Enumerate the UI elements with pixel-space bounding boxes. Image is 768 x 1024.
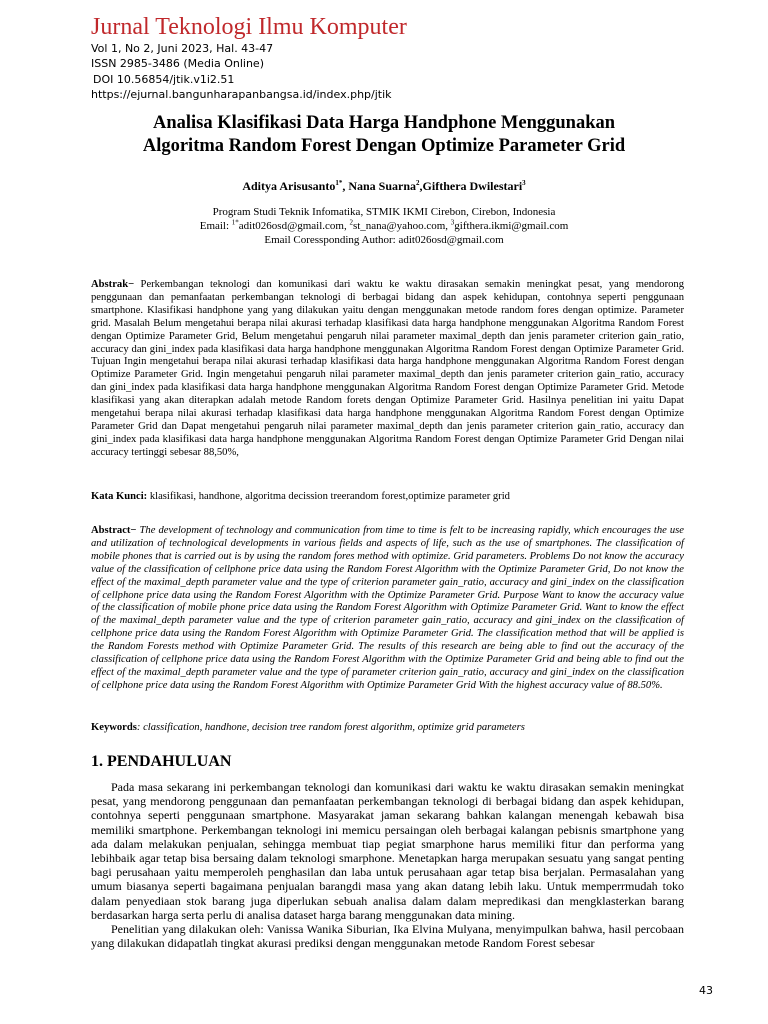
abstrak-label: Abstrak− bbox=[91, 279, 135, 290]
keywords bbox=[91, 722, 684, 735]
author-3-mark: 3 bbox=[522, 179, 526, 187]
affiliation: Program Studi Teknik Infomatika, STMIK IKMI Cirebon, Cirebon, Indonesia bbox=[212, 206, 556, 218]
title-line-1: Analisa Klasifikasi Data Harga Handphone Menggunakan bbox=[152, 113, 616, 133]
keywords-label: Keywords bbox=[91, 722, 137, 733]
kata-kunci bbox=[91, 491, 684, 504]
abstract-label: Abstract− bbox=[91, 525, 137, 536]
kata-kunci-label: Kata Kunci: bbox=[91, 491, 148, 502]
email-3[interactable]: gifthera.ikmi@gmail.com bbox=[454, 220, 569, 232]
title-line-2: Algoritma Random Forest Dengan Optimize Parameter Grid bbox=[142, 136, 626, 156]
author-emails bbox=[60, 219, 708, 233]
volume-info: Vol 1, No 2, Juni 2023, Hal. 43-47 bbox=[91, 42, 274, 55]
keywords-text: : classification, handhone, decision tree random forest algorithm, optimize grid parameters bbox=[136, 722, 525, 733]
section-heading: 1. PENDAHULUAN bbox=[91, 753, 232, 770]
abstrak-text: Perkembangan teknologi dan komunikasi dari waktu ke waktu dirasakan semakin meningkat pesat, yang mendorong penggunaan dan pemanfaatan perkembangan teknologi di berbagai bidang dan aspek kehidupan, contohnya seperti penggunaan smartphone. Klasifikasi handphone yang yang dilakukan yaitu dengan menggunakan metode random fores dengan optimize. Parameter grid. Masalah Belum mengetahui berapa nilai akurasi terhadap klasifikasi data harga handphone menggunakan Algoritma Random Forest dengan Optimize Parameter Grid, Belum mengetahui pengaruh nilai parameter maximal_depth dan jenis parameter criterion gain_ratio, accuracy dan gini_index pada klasifikasi data harga handphone menggunakan Algoritma Random Forest dengan Optimize Parameter Grid. Tujuan Ingin mengetahui berapa nilai akurasi terhadap klasifikasi data harga handphone menggunakan Algoritma Random Forest dengan Optimize Parameter Grid. Ingin mengetahui pengaruh nilai parameter maximal_depth dan jenis parameter criterion gain_ratio, accuracy dan gini_index pada klasifikasi data harga handphone menggunakan Algoritma Random Forest dengan Optimize Parameter Grid. Metode klasifikasi yang akan diterapkan adalah metode Random forets dengan Optimize Parameter Grid. Hasilnya penelitian ini yaitu Dapat mengetahui berapa nilai akurasi terhadap klasifikasi data harga handphone menggunakan Algoritma Random Forest dengan Optimize Parameter Grid dan Dapat mengetahui pengaruh nilai parameter maximal_depth dan jenis parameter criterion gain_ratio, accuracy dan gini_index pada klasifikasi data harga handphone menggunakan Algoritma Random Forest dengan Optimize Parameter Grid Dengan nilai accuracy tertinggi sebesar 88,50%, bbox=[91, 279, 684, 458]
abstract-paragraph bbox=[91, 525, 684, 693]
author-list bbox=[60, 179, 708, 194]
journal-url[interactable]: https://ejurnal.bangunharapanbangsa.id/index.php/jtik bbox=[91, 88, 392, 101]
author-1-mark: 1* bbox=[335, 179, 343, 187]
issn: ISSN 2985-3486 (Media Online) bbox=[91, 57, 264, 70]
email-3-mark: 3 bbox=[450, 218, 455, 227]
page-number: 43 bbox=[699, 984, 713, 997]
email-2-mark: 2 bbox=[349, 218, 353, 227]
author-2-mark: 2 bbox=[416, 179, 420, 187]
body-paragraph-2: Penelitian yang dilakukan oleh: Vanissa Wanika Siburian, Ika Elvina Mulyana, menyimpulkan bahwa, hasil percobaan yang dilakukan didapatlah tingkat akurasi prediksi dengan menggunakan metode Random Forest sebesar bbox=[91, 922, 684, 951]
author-1: Aditya Arisusanto bbox=[242, 179, 336, 193]
body-paragraph-1: Pada masa sekarang ini perkembangan teknologi dan komunikasi dari waktu ke waktu dirasakan semakin meningkat pesat, yang mendorong penggunaan dan pemanfaatan perkembangan teknologi di berbagai bidang dan aspek kehidupan, contohnya seperti penggunaan smartphone. Masyarakat jaman sekarang bahkan kalangan menengah kebawah bisa memiliki smartphone. Perkembangan teknologi ini memicu persaingan oleh berbagai kalangan pebisnis smartphone yang ada dalam melakukan penjualan, sehingga membuat tiap pegiat smarphone harus memiliki fitur dan performa yang lebihbaik agar tetap bisa bersaing dalam teknologi smarphone. Menetapkan harga merupakan sesuatu yang sangat penting bagi perusahaan yaitu memperoleh penghasilan dan laba untuk perusahaan agar tetap bisa berjalan. Permasalahan yang umum biasanya seperti bagaimana penjualan barangdi masa yang akan datang lebih laku. Untuk memperrmudah toko dalam penyediaan stok barang juga diperlukan sebuah analisa dalam dalam mepredikasi dan mengklasterkan barang berdasarkan harga serta perlu di analisa dataset harga barang menggunakan data mining. bbox=[91, 780, 684, 922]
author-2: , Nana Suarna bbox=[342, 179, 417, 193]
email-label: Email: bbox=[199, 220, 232, 232]
abstrak-paragraph bbox=[91, 279, 684, 460]
corresponding-email: Email Coressponding Author: adit026osd@gmail.com bbox=[264, 234, 504, 246]
email-1-mark: 1* bbox=[231, 218, 239, 227]
section-body bbox=[91, 780, 684, 950]
abstract-text: The development of technology and communication from time to time is felt to be increasing rapidly, which encourages the use and utilization of technological developments in various fields and aspects of life, such as the use of smartphones. The classification of mobile phones that is carried out is by using the random fores method with optimize. Grid parameters. Problems Do not know the accuracy value of the classification of cellphone price data using the Random Forest Algorithm with the Optimize Parameter Grid, Do not know the effect of the maximal_depth parameter value and the type of criterion parameter gain_ratio, accuracy and gini_index on the classification of cellphone price data using the Random Forest Algorithm with the Optimize Parameter Grid. Purpose Want to know the accuracy value of the classification of mobile phone price data using the Random Forest Algorithm with Optimize Parameter Grid. Want to know the effect of the maximal_depth parameter value and the type of criterion parameter gain_ratio, accuracy and gini_index on the classification of cellphone price data using the Random Forest Algorithm with Optimize Parameter Grid. The classification method that will be applied is the Random Forests method with Optimize Parameter Grid. The results of this research are being able to find out the accuracy of the classification of cellphone price data using the Random Forest Algorithm with the Optimize Parameter Grid and being able to find out the effect of the maximal_depth parameter value and the type of parameter criterion gain_ratio, accuracy and gini_index on the classification of cellphone price data using the Random Forest Algorithm with Optimize Parameter Grid With the highest accuracy value of 88.50%. bbox=[91, 525, 684, 691]
doi: DOI 10.56854/jtik.v1i2.51 bbox=[93, 73, 235, 86]
email-1[interactable]: adit026osd@gmail.com, bbox=[238, 220, 350, 232]
journal-title: Jurnal Teknologi Ilmu Komputer bbox=[91, 14, 407, 40]
email-2[interactable]: st_nana@yahoo.com, bbox=[352, 220, 451, 232]
paper-title bbox=[60, 112, 708, 158]
kata-kunci-text: klasifikasi, handhone, algoritma decission treerandom forest,optimize parameter grid bbox=[147, 491, 510, 502]
author-3: ,Gifthera Dwilestari bbox=[419, 179, 523, 193]
